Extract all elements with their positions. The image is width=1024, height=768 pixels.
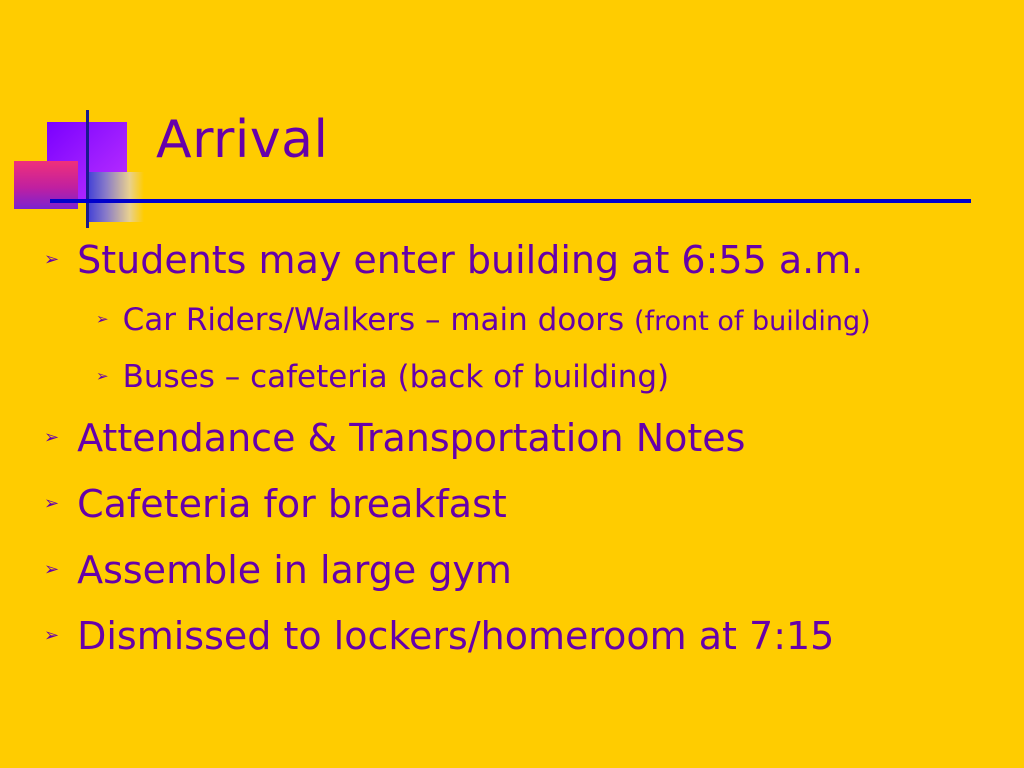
slide-title: Arrival (156, 110, 329, 170)
sub-bullet-item (96, 303, 871, 337)
arrow-bullet-icon: ➢ (96, 310, 109, 329)
sub-bullet-text: Car Riders/Walkers – main doors (122, 302, 625, 338)
bullet-text: Dismissed to lockers/homeroom at 7:15 (77, 614, 835, 658)
bullet-item (44, 240, 863, 282)
bullet-text: Cafeteria for breakfast (77, 482, 507, 526)
bullet-item (44, 550, 512, 592)
arrow-bullet-icon: ➢ (44, 426, 60, 448)
bullet-item (44, 484, 507, 526)
arrow-bullet-icon: ➢ (44, 248, 60, 270)
bullet-text: Students may enter building at 6:55 a.m. (77, 238, 864, 282)
bullet-item (44, 418, 745, 460)
bullet-text: Attendance & Transportation Notes (77, 416, 746, 460)
logo-vertical-line (86, 110, 89, 228)
title-underline (50, 199, 971, 203)
arrow-bullet-icon: ➢ (44, 558, 60, 580)
bullet-text: Assemble in large gym (77, 548, 512, 592)
sub-bullet-text: Buses – cafeteria (back of building) (122, 359, 670, 395)
arrow-bullet-icon: ➢ (44, 492, 60, 514)
bullet-item (44, 616, 834, 658)
sub-bullet-note: (front of building) (634, 306, 871, 337)
arrow-bullet-icon: ➢ (44, 624, 60, 646)
logo-fade-square (86, 172, 144, 222)
sub-bullet-item (96, 360, 669, 394)
arrow-bullet-icon: ➢ (96, 367, 109, 386)
